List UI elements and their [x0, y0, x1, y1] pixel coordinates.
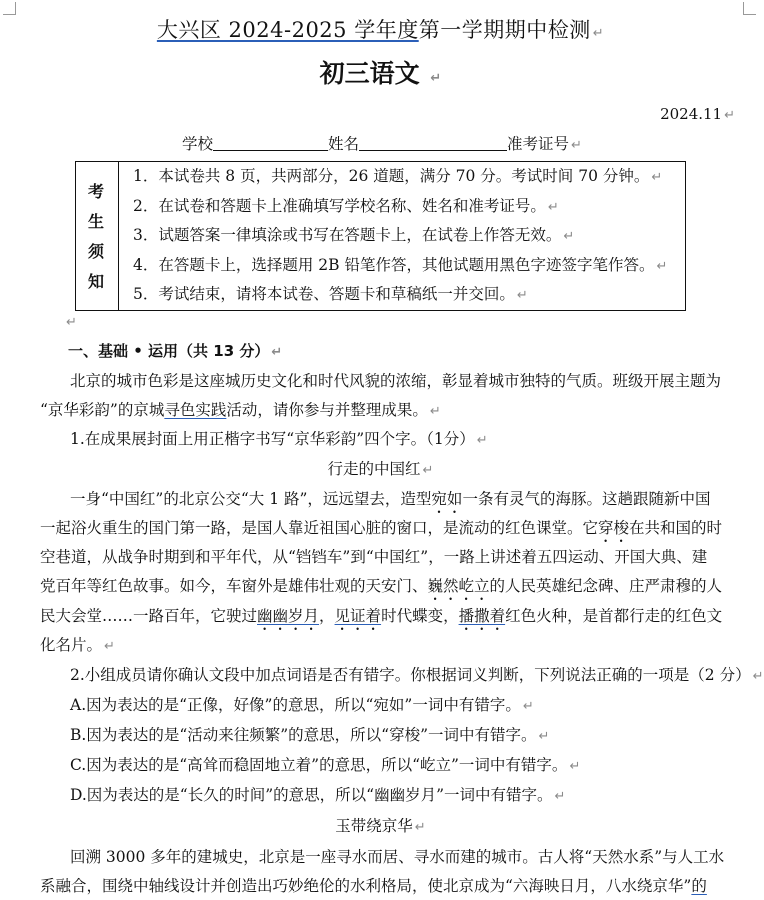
subject-title [0, 54, 761, 90]
exam-title-prefix: 大兴区 2024-2025 学年度 [156, 18, 419, 42]
underlined-term: 寻色实践 [164, 401, 227, 419]
text-run: 1.在成果展封面上用正楷字书写“京华彩韵”四个字。（1分） [70, 430, 475, 448]
text-run: B.因为表达的是“活动来往频繁”的意思，所以“穿梭”一词中有错字。 [70, 726, 537, 744]
paragraph-mark-icon: ↵ [66, 315, 77, 330]
text-run: 化名片。 [40, 636, 103, 654]
dotted-word: 播撒着 [458, 607, 506, 625]
text-run: 党百年等红色故事。如今，车窗外是雄伟壮观的天安门、 [40, 577, 428, 595]
student-info-line [182, 132, 582, 154]
name-blank[interactable] [359, 136, 507, 151]
paragraph-mark-icon: ↵ [414, 820, 426, 835]
notice-heading-char: 考 [88, 182, 105, 201]
text-run: 的人民英雄纪念碑、庄严肃穆的人 [489, 577, 723, 595]
option-a [70, 693, 534, 715]
text-run: ， [319, 607, 335, 625]
paragraph-mark-icon: ↵ [752, 669, 764, 684]
paragraph-mark-icon: ↵ [547, 199, 559, 215]
option-c [70, 753, 580, 775]
text-run: 2.小组成员请你确认文段中加点词语是否有错字。你根据词义判断，下列说法正确的一项是（2 分） [70, 666, 751, 684]
notice-heading-char: 须 [88, 242, 105, 261]
notice-item [133, 223, 681, 253]
notice-item [133, 164, 681, 194]
text-run: 空巷道，从战争时期到和平年代，从“铛铛车”到“中国红”，一路上讲述着五四运动、开国大典、建 [40, 548, 708, 566]
text-run: 一身“中国红”的北京公交“大 1 路”，远远望去，造型 [70, 490, 432, 508]
school-label: 学校 [182, 135, 214, 153]
article-1-line [40, 604, 722, 634]
paragraph-mark-icon: ↵ [592, 26, 605, 41]
text-run: 民大会堂……一路百年，它驶过 [40, 607, 258, 625]
article-2-line [40, 874, 707, 896]
text-run: D.因为表达的是“长久的时间”的意思，所以“幽幽岁月”一词中有错字。 [70, 786, 553, 804]
exam-notice-box [75, 161, 686, 311]
paragraph-mark-icon: ↵ [651, 170, 663, 185]
paragraph-mark-icon: ↵ [430, 71, 442, 86]
text-run: 回溯 3000 多年的建城史，北京是一座寻水而居、寻水而建的城市。古人将“天然水系”与人工水 [70, 848, 725, 866]
dotted-word: 宛如 [431, 490, 463, 508]
paragraph-mark-icon: ↵ [429, 404, 441, 419]
paragraph-mark-icon: ↵ [271, 345, 283, 360]
option-b [70, 723, 549, 745]
option-d [70, 783, 565, 805]
text-run: 活动，请你参与并整理成果。 [226, 401, 428, 419]
text-run: 2．在试卷和答题卡上准确填写学校名称、姓名和准考证号。 [133, 196, 546, 215]
intro-line-2 [40, 398, 441, 420]
exam-title-suffix: 第一学期期中检测 [418, 18, 591, 42]
text-run: 北京的城市色彩是这座城历史文化和时代风貌的浓缩，彰显着城市独特的气质。班级开展主题为 [70, 372, 722, 390]
article-1-line [40, 633, 115, 655]
article-1-line [40, 545, 707, 567]
paragraph-mark-icon: ↵ [476, 433, 488, 448]
text-run: 一、基础 • 运用（共 13 分） [68, 342, 270, 360]
exam-date [660, 105, 735, 123]
subject-title-text: 初三语文 [319, 59, 420, 88]
text-run: 红色火种，是首都行走的红色文 [505, 607, 723, 625]
text-run: 时代蝶变， [381, 607, 459, 625]
text-run: C.因为表达的是“高耸而稳固地立着”的意思，所以“屹立”一词中有错字。 [70, 756, 568, 774]
notice-heading-char: 知 [88, 272, 105, 291]
paragraph-mark-icon: ↵ [724, 108, 735, 123]
text-run: 1．本试卷共 8 页，共两部分，26 道题，满分 70 分。考试时间 70 分钟。 [133, 167, 650, 185]
intro-line-1 [70, 369, 721, 391]
text-run: “京华彩韵”的京城 [40, 401, 165, 419]
notice-item [133, 282, 681, 312]
notice-item [133, 253, 681, 283]
exam-title [0, 14, 761, 44]
text-run: 玉带绕京华 [335, 817, 413, 835]
paragraph-mark-icon: ↵ [563, 229, 575, 244]
text-run: 一条有灵气的海豚。这趟跟随新中国 [462, 490, 711, 508]
dotted-word: 幽幽岁月 [257, 607, 320, 625]
paragraph-mark-icon: ↵ [422, 463, 434, 478]
article-1-line [40, 516, 722, 546]
dotted-word: 见证着 [334, 607, 382, 625]
paragraph-mark-icon: ↵ [569, 759, 581, 774]
text-run: 系融合，围绕中轴线设计并创造出巧妙绝伦的水利格局，使北京成为“六海映日月，八水绕京华” [40, 877, 692, 895]
article-2-line [70, 845, 724, 867]
paragraph-mark-icon: ↵ [538, 729, 550, 744]
paragraph-mark [64, 312, 77, 330]
dotted-word: 巍然屹立 [427, 577, 490, 595]
article-1-line [70, 487, 710, 517]
school-blank[interactable] [213, 136, 328, 151]
text-run: 的 [691, 877, 707, 895]
text-run: 在共和国的时 [629, 519, 723, 537]
article-title-2 [0, 814, 761, 836]
notice-heading-char: 生 [88, 212, 105, 231]
article-title-1 [0, 457, 761, 479]
text-run: A.因为表达的是“正像，好像”的意思，所以“宛如”一词中有错字。 [70, 696, 521, 714]
paragraph-mark-icon: ↵ [571, 138, 582, 153]
name-label: 姓名 [328, 135, 360, 153]
exam-date-text: 2024.11 [660, 105, 723, 123]
question-2 [70, 663, 764, 685]
dotted-word: 穿梭 [598, 519, 630, 537]
notice-item [133, 194, 681, 224]
section-heading [68, 340, 282, 361]
notice-items [133, 164, 681, 312]
id-label: 准考证号 [507, 135, 570, 153]
text-run: 行走的中国红 [327, 460, 421, 478]
paragraph-mark-icon: ↵ [656, 258, 668, 274]
text-run: 一起浴火重生的国门第一路，是国人靠近祖国心脏的窗口，是流动的红色课堂。它 [40, 519, 599, 537]
text-run: 3．试题答案一律填涂或书写在答题卡上，在试卷上作答无效。 [133, 226, 562, 244]
notice-heading [76, 162, 119, 310]
article-1-line [40, 574, 722, 604]
paragraph-mark-icon: ↵ [104, 639, 115, 654]
paragraph-mark-icon: ↵ [522, 699, 534, 714]
paragraph-mark-icon: ↵ [554, 789, 566, 804]
paragraph-mark-icon: ↵ [516, 288, 528, 303]
text-run: 4．在答题卡上，选择题用 2B 铅笔作答，其他试题用黑色字迹签字笔作答。 [133, 255, 655, 274]
question-1 [70, 427, 488, 449]
text-run: 5．考试结束，请将本试卷、答题卡和草稿纸一并交回。 [133, 285, 515, 303]
